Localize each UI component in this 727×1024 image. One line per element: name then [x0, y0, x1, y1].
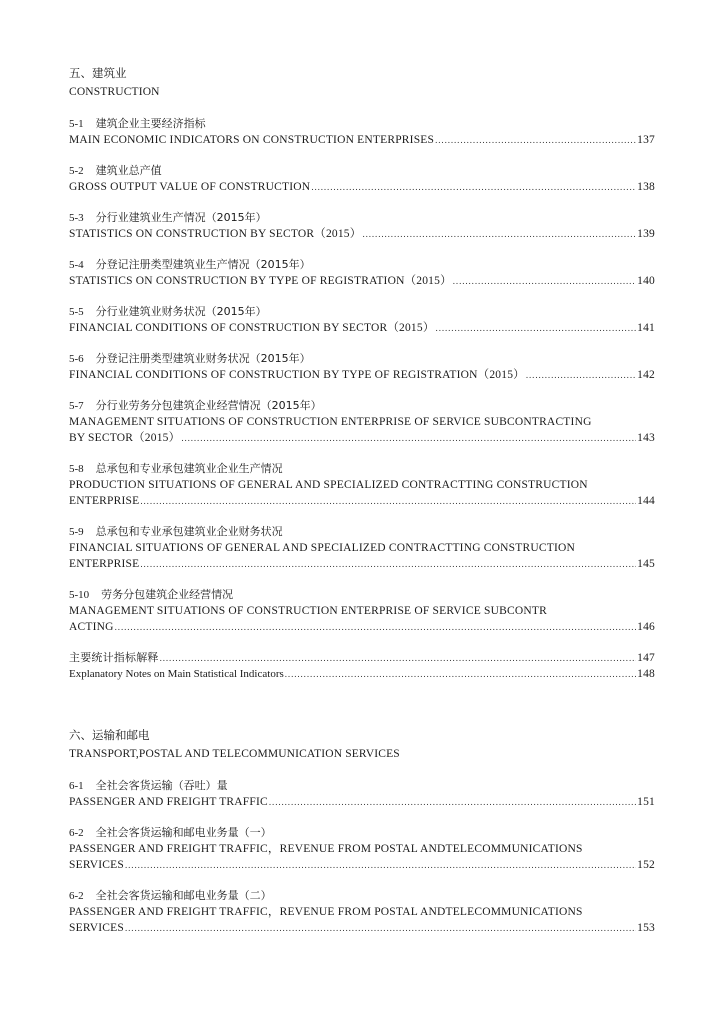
entry-en-text: GROSS OUTPUT VALUE OF CONSTRUCTION [69, 181, 311, 193]
section-title-en: CONSTRUCTION [69, 86, 160, 98]
entry-title-zh [69, 351, 655, 367]
page-number: 139 [637, 228, 655, 240]
entry-en-text: SERVICES [69, 859, 124, 871]
notes-text: Explanatory Notes on Main Statistical Indicators [69, 668, 284, 680]
entry-title-en [69, 132, 655, 148]
toc-entry[interactable] [69, 587, 655, 635]
entry-number: 6-1 [69, 780, 84, 792]
page-number: 148 [637, 668, 655, 680]
entry-title-en [69, 493, 655, 509]
entry-title-en-line: MANAGEMENT SITUATIONS OF CONSTRUCTION ENTERPRISE OF SERVICE SUBCONTRACTING [69, 416, 592, 428]
entry-title-en [69, 179, 655, 195]
page-number: 145 [637, 558, 655, 570]
toc-section [69, 724, 655, 936]
toc-entry[interactable] [69, 116, 655, 148]
dot-leader [160, 650, 637, 666]
entry-zh-text: 分登记注册类型建筑业生产情况（2015年） [95, 258, 311, 271]
entry-en-text: MAIN ECONOMIC INDICATORS ON CONSTRUCTION ENTERPRISES [69, 134, 435, 146]
dot-leader [526, 367, 636, 383]
page-number: 144 [637, 495, 655, 507]
page-number: 137 [637, 134, 655, 146]
entry-title-en [69, 226, 655, 242]
entry-zh-text: 建筑企业主要经济指标 [95, 117, 206, 130]
entry-title-en [69, 556, 655, 572]
entry-number: 5-4 [69, 259, 84, 271]
entry-en-text: FINANCIAL CONDITIONS OF CONSTRUCTION BY SECTOR（2015） [69, 322, 435, 334]
page-number: 140 [637, 275, 655, 287]
dot-leader [125, 857, 636, 873]
entry-title-en [69, 273, 655, 289]
toc-entry[interactable] [69, 888, 655, 936]
section-title-en: TRANSPORT,POSTAL AND TELECOMMUNICATION SERVICES [69, 748, 400, 760]
entry-title-en-line: FINANCIAL SITUATIONS OF GENERAL AND SPECIALIZED CONTRACTTING CONSTRUCTION [69, 542, 576, 554]
entry-en-text: STATISTICS ON CONSTRUCTION BY TYPE OF REGISTRATION（2015） [69, 275, 452, 287]
dot-leader [140, 493, 636, 509]
dot-leader [453, 273, 636, 289]
section-title-zh: 五、建筑业 [69, 66, 127, 80]
dot-leader [140, 556, 636, 572]
entry-zh-text: 分行业建筑业生产情况（2015年） [95, 211, 267, 224]
entry-en-text: SERVICES [69, 922, 124, 934]
entry-number: 5-6 [69, 353, 84, 365]
entry-zh-text: 分行业建筑业财务状况（2015年） [95, 305, 267, 318]
toc-entry[interactable] [69, 524, 655, 572]
entry-number: 5-2 [69, 165, 84, 177]
notes-entry[interactable] [69, 650, 655, 666]
entry-title-zh [69, 825, 655, 841]
entry-title-zh [69, 778, 655, 794]
entry-title-en [69, 794, 655, 810]
toc-entry[interactable] [69, 304, 655, 336]
entry-title-zh [69, 524, 655, 540]
entry-title-en [69, 320, 655, 336]
entry-title-en-line: MANAGEMENT SITUATIONS OF CONSTRUCTION ENTERPRISE OF SERVICE SUBCONTR [69, 605, 547, 617]
page-number: 142 [637, 369, 655, 381]
entry-number: 6-2 [69, 890, 84, 902]
entry-en-text: FINANCIAL CONDITIONS OF CONSTRUCTION BY TYPE OF REGISTRATION（2015） [69, 369, 525, 381]
section-title-zh: 六、运输和邮电 [69, 728, 150, 742]
dot-leader [436, 320, 637, 336]
entry-title-en-line: PASSENGER AND FREIGHT TRAFFIC，REVENUE FROM POSTAL ANDTELECOMMUNICATIONS [69, 843, 583, 855]
entry-number: 5-10 [69, 589, 90, 601]
toc-entry[interactable] [69, 257, 655, 289]
dot-leader [125, 920, 636, 936]
entry-zh-text: 总承包和专业承包建筑业企业生产情况 [95, 462, 283, 475]
page-number: 147 [637, 652, 655, 664]
page-number: 151 [637, 796, 655, 808]
dot-leader [435, 132, 636, 148]
entry-zh-text: 全社会客货运输和邮电业务量（二） [95, 889, 272, 902]
dot-leader [362, 226, 636, 242]
entry-title-en [69, 920, 655, 936]
entry-title-zh [69, 398, 655, 414]
entry-number: 5-7 [69, 400, 84, 412]
toc-entry[interactable] [69, 398, 655, 446]
entry-en-text: STATISTICS ON CONSTRUCTION BY SECTOR（2015） [69, 228, 362, 240]
page-number: 152 [637, 859, 655, 871]
section-gap [69, 682, 655, 724]
page-number: 138 [637, 181, 655, 193]
entry-zh-text: 分行业劳务分包建筑企业经营情况（2015年） [95, 399, 322, 412]
entry-title-en [69, 857, 655, 873]
entry-zh-text: 建筑业总产值 [95, 164, 162, 177]
page-number: 141 [637, 322, 655, 334]
toc-entry[interactable] [69, 825, 655, 873]
entry-number: 5-5 [69, 306, 84, 318]
entry-title-zh [69, 888, 655, 904]
notes-text: 主要统计指标解释 [69, 651, 159, 664]
entry-title-zh [69, 461, 655, 477]
dot-leader [269, 794, 636, 810]
entry-title-zh [69, 116, 655, 132]
entry-en-text: ENTERPRISE [69, 558, 140, 570]
toc-entry[interactable] [69, 210, 655, 242]
page-number: 153 [637, 922, 655, 934]
page-number: 143 [637, 432, 655, 444]
entry-number: 5-1 [69, 118, 84, 130]
entry-title-zh [69, 210, 655, 226]
entry-title-en [69, 619, 655, 635]
dot-leader [115, 619, 637, 635]
entry-number: 5-8 [69, 463, 84, 475]
entry-title-zh [69, 257, 655, 273]
entry-title-en [69, 367, 655, 383]
entry-title-zh [69, 304, 655, 320]
dot-leader [285, 666, 636, 682]
page-number: 146 [637, 621, 655, 633]
toc-section [69, 62, 655, 682]
toc-entry[interactable] [69, 778, 655, 810]
dot-leader [311, 179, 636, 195]
entry-en-text: BY SECTOR（2015） [69, 432, 181, 444]
entry-zh-text: 全社会客货运输和邮电业务量（一） [95, 826, 272, 839]
entry-zh-text: 分登记注册类型建筑业财务状况（2015年） [95, 352, 311, 365]
entry-title-en-line: PASSENGER AND FREIGHT TRAFFIC，REVENUE FROM POSTAL ANDTELECOMMUNICATIONS [69, 906, 583, 918]
entry-title-zh [69, 587, 655, 603]
toc-entry[interactable] [69, 351, 655, 383]
toc-entry[interactable] [69, 461, 655, 509]
entry-title-en-line: PRODUCTION SITUATIONS OF GENERAL AND SPECIALIZED CONTRACTTING CONSTRUCTION [69, 479, 588, 491]
entry-en-text: ENTERPRISE [69, 495, 140, 507]
entry-zh-text: 劳务分包建筑企业经营情况 [101, 588, 234, 601]
entry-zh-text: 总承包和专业承包建筑业企业财务状况 [95, 525, 283, 538]
toc-entry[interactable] [69, 163, 655, 195]
entry-title-en [69, 430, 655, 446]
entry-number: 5-9 [69, 526, 84, 538]
entry-en-text: ACTING [69, 621, 114, 633]
dot-leader [181, 430, 636, 446]
entry-number: 6-2 [69, 827, 84, 839]
table-of-contents [69, 62, 655, 951]
entry-title-zh [69, 163, 655, 179]
notes-entry[interactable] [69, 666, 655, 682]
entry-zh-text: 全社会客货运输（吞吐）量 [95, 779, 228, 792]
entry-number: 5-3 [69, 212, 84, 224]
entry-en-text: PASSENGER AND FREIGHT TRAFFIC [69, 796, 268, 808]
